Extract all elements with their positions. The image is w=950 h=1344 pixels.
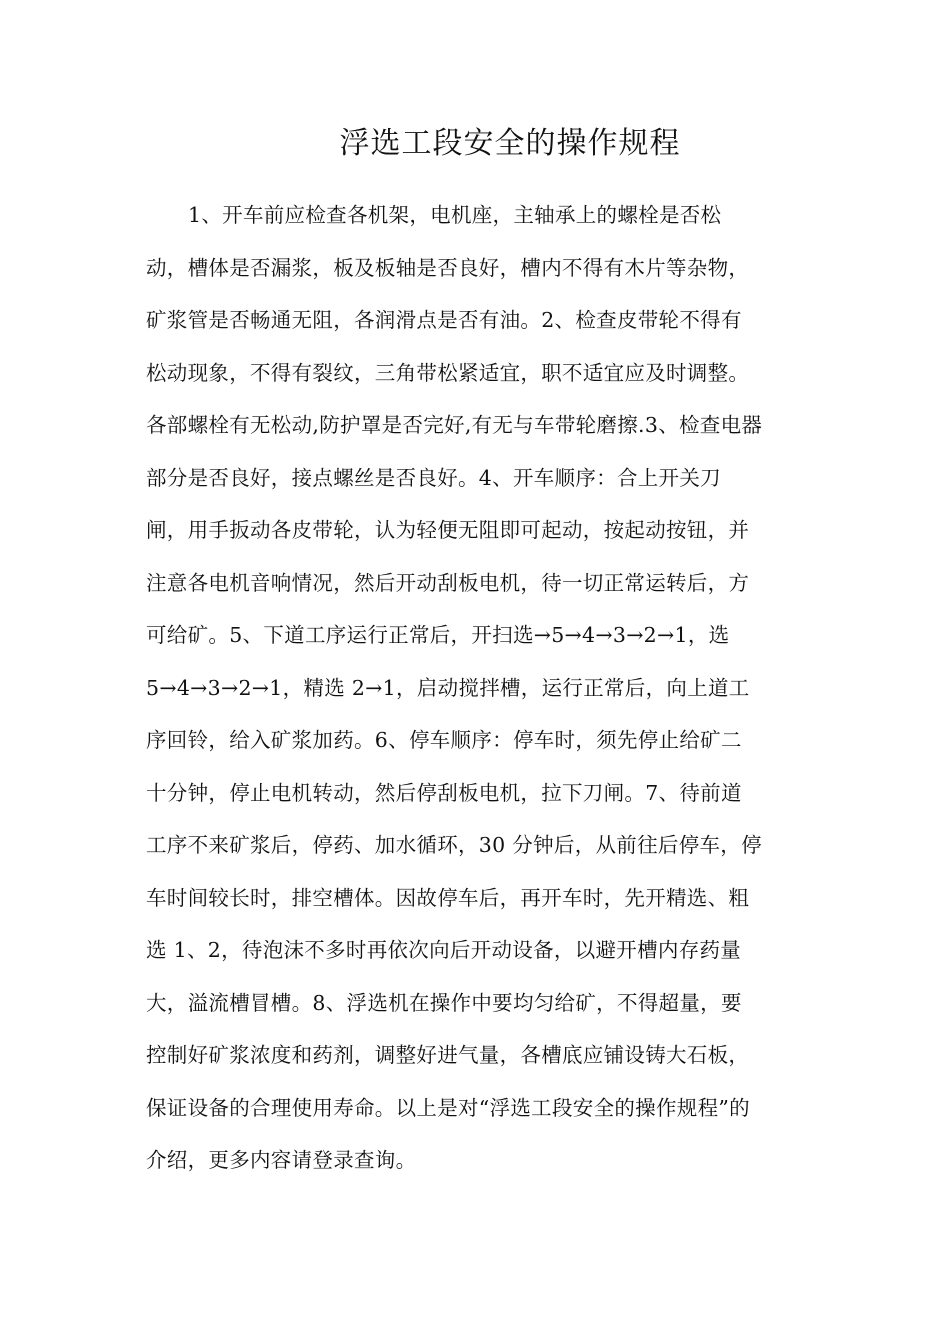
- body-line: 松动现象，不得有裂纹，三角带松紧适宜，职不适宜应及时调整。: [146, 360, 750, 385]
- document-body: [146, 195, 811, 1193]
- body-line: 可给矿。5、下道工序运行正常后，开扫选→5→4→3→2→1，选: [146, 623, 730, 647]
- body-line: 各部螺栓有无松动,防护罩是否完好,有无与车带轮磨擦.3、检查电器: [146, 413, 763, 437]
- body-line: 保证设备的合理使用寿命。以上是对“浮选工段安全的操作规程”的: [146, 1095, 750, 1120]
- body-line: 控制好矿浆浓度和药剂，调整好进气量，各槽底应铺设铸大石板，: [146, 1043, 750, 1067]
- document-title: 浮选工段安全的操作规程: [339, 126, 681, 161]
- body-line: 注意各电机音响情况，然后开动刮板电机，待一切正常运转后，方: [146, 570, 750, 595]
- body-line: 矿浆管是否畅通无阻，各润滑点是否有油。2、检查皮带轮不得有: [146, 308, 742, 332]
- body-line: 部分是否良好，接点螺丝是否良好。4、开车顺序：合上开关刀: [146, 465, 721, 490]
- body-line: 序回铃，给入矿浆加药。6、停车顺序：停车时，须先停止给矿二: [146, 728, 742, 752]
- body-line: 工序不来矿浆后，停药、加水循环，30 分钟后，从前往后停车，停: [146, 833, 762, 857]
- body-line: 十分钟，停止电机转动，然后停刮板电机，拉下刀闸。7、待前道: [146, 780, 742, 805]
- body-line: 1、开车前应检查各机架，电机座，主轴承上的螺栓是否松: [188, 203, 722, 227]
- body-line: 动，槽体是否漏浆，板及板轴是否良好，槽内不得有木片等杂物，: [146, 255, 750, 280]
- body-line: 介绍，更多内容请登录查询。: [146, 1148, 417, 1172]
- body-line: 闸，用手扳动各皮带轮，认为轻便无阻即可起动，按起动按钮，并: [146, 518, 750, 542]
- body-line: 大，溢流槽冒槽。8、浮选机在操作中要均匀给矿，不得超量，要: [146, 990, 742, 1015]
- body-line: 5→4→3→2→1，精选 2→1，启动搅拌槽，运行正常后，向上道工: [146, 675, 750, 700]
- body-line: 选 1、2，待泡沫不多时再依次向后开动设备，以避开槽内存药量: [146, 938, 742, 962]
- body-line: 车时间较长时，排空槽体。因故停车后，再开车时，先开精选、粗: [146, 885, 750, 910]
